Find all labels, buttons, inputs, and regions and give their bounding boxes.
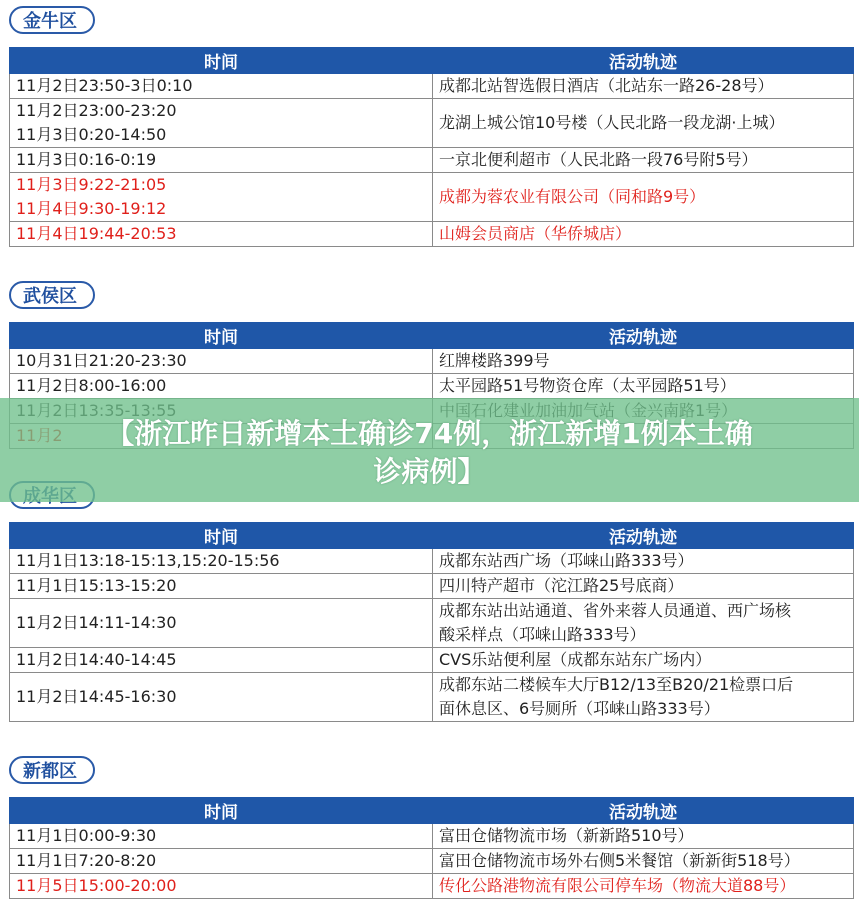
header-time: 时间 (10, 48, 433, 74)
headline-text (0, 415, 859, 491)
time-cell-line: 11月2日14:11-14:30 (16, 613, 177, 632)
time-cell (10, 574, 433, 599)
table-row (10, 99, 854, 148)
time-cell-line: 11月2日23:00-23:20 (16, 101, 177, 120)
table-row (10, 173, 854, 222)
table-row (10, 599, 854, 648)
time-cell (10, 648, 433, 673)
place-cell-line: 成都东站二楼候车大厅B12/13至B20/21检票口后 (439, 675, 794, 694)
place-cell-line: 富田仓储物流市场外右侧5米餐馆（新新街518号） (439, 851, 800, 870)
time-cell-line: 11月3日9:22-21:05 (16, 175, 167, 194)
time-cell-line: 11月2日14:45-16:30 (16, 687, 177, 706)
place-cell-line: 四川特产超市（沱江路25号底商） (439, 576, 684, 595)
place-cell-line: 一京北便利超市（人民北路一段76号附5号） (439, 150, 758, 169)
header-activity: 活动轨迹 (433, 48, 854, 74)
time-cell-line: 11月2日23:50-3日0:10 (16, 76, 193, 95)
time-cell (10, 349, 433, 374)
place-cell (433, 173, 854, 222)
time-cell-line: 10月31日21:20-23:30 (16, 351, 187, 370)
table-row (10, 549, 854, 574)
headline-line-2: 诊病例】 (373, 455, 486, 488)
place-cell-line: 太平园路51号物资仓库（太平园路51号） (439, 376, 736, 395)
section-xindu (9, 756, 853, 899)
district-badge: 新都区 (9, 756, 95, 784)
place-cell (433, 349, 854, 374)
place-cell-line: 成都东站出站通道、省外来蓉人员通道、西广场核 (439, 601, 792, 620)
place-cell-line: 成都东站西广场（邛崃山路333号） (439, 551, 694, 570)
time-cell (10, 99, 433, 148)
table-row (10, 374, 854, 399)
time-cell-line: 11月4日19:44-20:53 (16, 224, 177, 243)
district-badge: 金牛区 (9, 6, 95, 34)
table-row (10, 874, 854, 899)
table-row (10, 148, 854, 173)
table-row (10, 222, 854, 247)
time-cell-line: 11月4日9:30-19:12 (16, 199, 167, 218)
header-time: 时间 (10, 523, 433, 549)
trace-table (9, 797, 854, 899)
time-cell (10, 148, 433, 173)
time-cell-line: 11月2日8:00-16:00 (16, 376, 167, 395)
time-cell-line: 11月1日0:00-9:30 (16, 826, 157, 845)
time-cell (10, 374, 433, 399)
place-cell-line: 山姆会员商店（华侨城店） (439, 224, 632, 243)
header-activity: 活动轨迹 (433, 523, 854, 549)
time-cell-line: 11月1日7:20-8:20 (16, 851, 157, 870)
time-cell (10, 849, 433, 874)
table-row (10, 74, 854, 99)
time-cell (10, 599, 433, 648)
table-row (10, 849, 854, 874)
time-cell-line: 11月1日15:13-15:20 (16, 576, 177, 595)
district-badge: 武侯区 (9, 281, 95, 309)
place-cell-line: 富田仓储物流市场（新新路510号） (439, 826, 694, 845)
table-row (10, 824, 854, 849)
place-cell (433, 648, 854, 673)
table-row (10, 574, 854, 599)
time-cell (10, 874, 433, 899)
place-cell (433, 599, 854, 648)
time-cell-line: 11月5日15:00-20:00 (16, 876, 177, 895)
section-jinniu (9, 6, 853, 247)
header-time: 时间 (10, 798, 433, 824)
table-row (10, 349, 854, 374)
time-cell (10, 173, 433, 222)
place-cell (433, 574, 854, 599)
time-cell (10, 673, 433, 722)
time-cell-line: 11月1日13:18-15:13,15:20-15:56 (16, 551, 280, 570)
trace-table (9, 47, 854, 247)
place-cell-line: 面休息区、6号厕所（邛崃山路333号） (439, 699, 720, 718)
place-cell-line: 成都北站智选假日酒店（北站东一路26-28号） (439, 76, 774, 95)
place-cell (433, 824, 854, 849)
place-cell (433, 148, 854, 173)
header-time: 时间 (10, 323, 433, 349)
header-activity: 活动轨迹 (433, 798, 854, 824)
trace-table (9, 522, 854, 722)
header-activity: 活动轨迹 (433, 323, 854, 349)
place-cell-line: 传化公路港物流有限公司停车场（物流大道88号） (439, 876, 796, 895)
place-cell-line: 成都为蓉农业有限公司（同和路9号） (439, 187, 706, 206)
place-cell (433, 874, 854, 899)
time-cell-line: 11月3日0:20-14:50 (16, 125, 167, 144)
place-cell (433, 673, 854, 722)
place-cell (433, 222, 854, 247)
place-cell (433, 374, 854, 399)
time-cell (10, 824, 433, 849)
place-cell (433, 74, 854, 99)
headline-line-1: 【浙江昨日新增本土确诊74例，浙江新增1例本土确 (106, 417, 753, 450)
place-cell-line: CVS乐站便利屋（成都东站东广场内） (439, 650, 712, 669)
section-chenghua (9, 481, 853, 722)
time-cell-line: 11月2日14:40-14:45 (16, 650, 177, 669)
table-row (10, 648, 854, 673)
time-cell (10, 549, 433, 574)
place-cell (433, 99, 854, 148)
place-cell (433, 849, 854, 874)
place-cell-line: 酸采样点（邛崃山路333号） (439, 625, 646, 644)
place-cell-line: 龙湖上城公馆10号楼（人民北路一段龙湖·上城） (439, 113, 785, 132)
time-cell (10, 74, 433, 99)
place-cell-line: 红牌楼路399号 (439, 351, 550, 370)
table-row (10, 673, 854, 722)
time-cell-line: 11月3日0:16-0:19 (16, 150, 157, 169)
place-cell (433, 549, 854, 574)
time-cell (10, 222, 433, 247)
